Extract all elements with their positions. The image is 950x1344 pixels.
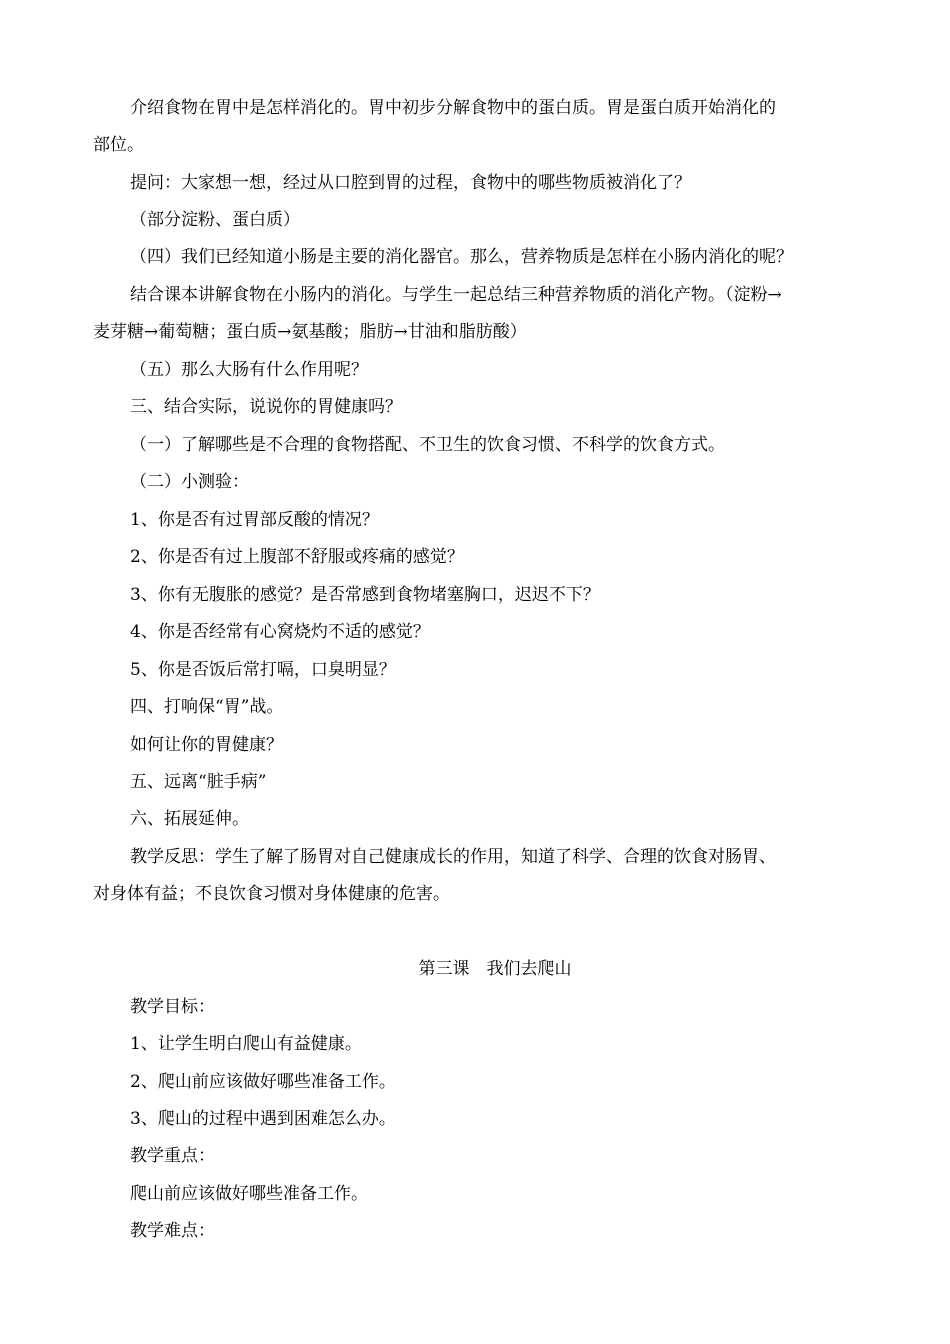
objective-item: 3、爬山的过程中遇到困难怎么办。 — [130, 1109, 396, 1129]
section-heading: 四、打响保“胃”战。 — [130, 697, 284, 717]
quiz-item: 1、你是否有过胃部反酸的情况？ — [130, 510, 379, 530]
lesson-title: 第三课 我们去爬山 — [418, 959, 572, 979]
paragraph-line: 结合课本讲解食物在小肠内的消化。与学生一起总结三种营养物质的消化产物。（淀粉→ — [130, 285, 782, 305]
paragraph-line: 教学反思：学生了解了肠胃对自己健康成长的作用，知道了科学、合理的饮食对肠胃、 — [130, 847, 776, 867]
paragraph-line: 对身体有益；不良饮食习惯对身体健康的危害。 — [93, 884, 450, 904]
objective-item: 1、让学生明白爬山有益健康。 — [130, 1034, 362, 1054]
quiz-item: 3、你有无腹胀的感觉？是否常感到食物堵塞胸口，迟迟不下？ — [130, 585, 600, 605]
paragraph-line: 部位。 — [93, 135, 144, 155]
paragraph-line: （四）我们已经知道小肠是主要的消化器官。那么，营养物质是怎样在小肠内消化的呢？ — [130, 247, 793, 267]
paragraph-line: （五）那么大肠有什么作用呢？ — [130, 360, 368, 380]
paragraph-line: 如何让你的胃健康？ — [130, 735, 283, 755]
paragraph-line: （一）了解哪些是不合理的食物搭配、不卫生的饮食习惯、不科学的饮食方式。 — [130, 435, 725, 455]
paragraph-line: 爬山前应该做好哪些准备工作。 — [130, 1184, 368, 1204]
section-heading: 五、远离“脏手病” — [130, 772, 267, 792]
paragraph-line: 麦芽糖→葡萄糖；蛋白质→氨基酸；脂肪→甘油和脂肪酸） — [93, 322, 527, 342]
paragraph-line: （二）小测验： — [130, 472, 249, 492]
paragraph-line: 提问：大家想一想，经过从口腔到胃的过程，食物中的哪些物质被消化了？ — [130, 173, 691, 193]
section-heading: 六、拓展延伸。 — [130, 809, 249, 829]
paragraph-line: 教学重点： — [130, 1146, 215, 1166]
section-heading: 三、结合实际，说说你的胃健康吗？ — [130, 397, 402, 417]
paragraph-line: （部分淀粉、蛋白质） — [130, 210, 300, 230]
quiz-item: 2、你是否有过上腹部不舒服或疼痛的感觉？ — [130, 547, 464, 567]
paragraph-line: 教学目标： — [130, 997, 215, 1017]
objective-item: 2、爬山前应该做好哪些准备工作。 — [130, 1072, 396, 1092]
quiz-item: 5、你是否饭后常打嗝，口臭明显？ — [130, 660, 396, 680]
quiz-item: 4、你是否经常有心窝烧灼不适的感觉？ — [130, 622, 430, 642]
paragraph-line: 介绍食物在胃中是怎样消化的。胃中初步分解食物中的蛋白质。胃是蛋白质开始消化的 — [130, 98, 776, 118]
paragraph-line: 教学难点： — [130, 1221, 215, 1241]
